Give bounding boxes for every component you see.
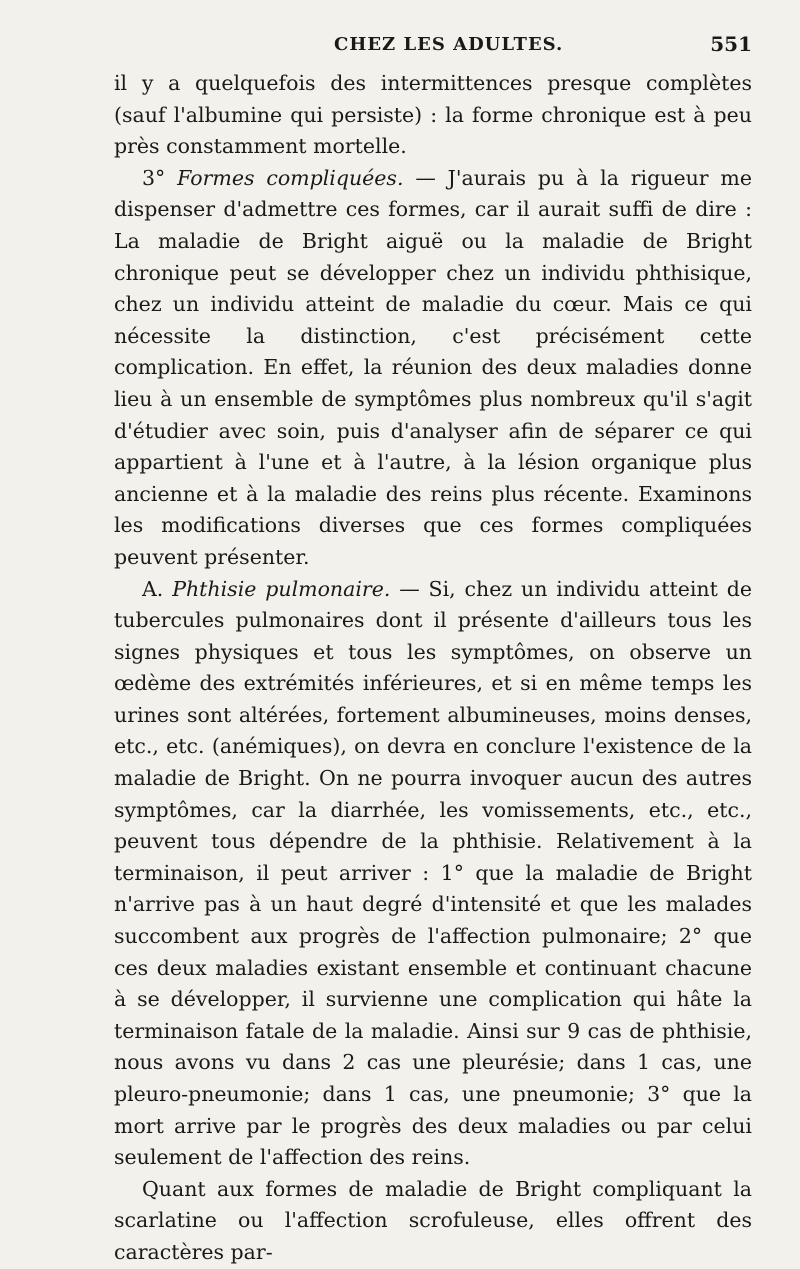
paragraph-4 (114, 1174, 752, 1269)
paragraph-4-text: Quant aux formes de maladie de Bright compliquant la scarlatine ou l'affection scrofuleuse, elles offrent des caractères par- (114, 1176, 752, 1264)
section-heading: Formes compliquées. (177, 165, 404, 190)
paragraph-phthisie (114, 574, 752, 1174)
running-header (114, 32, 752, 60)
paragraph-1 (114, 68, 752, 163)
paragraph-formes-compliquees (114, 163, 752, 574)
body-text (114, 68, 752, 1269)
paragraph-1-text: il y a quelquefois des intermittences presque complètes (sauf l'albumine qui persiste) : la forme chronique est à peu près constamment mortelle. (114, 71, 752, 159)
section-number: A. (142, 576, 164, 601)
paragraph-2-text: — J'aurais pu à la rigueur me dispenser d'admettre ces formes, car il aurait suffi de dire : La maladie de Bright aiguë ou la maladie de Bright chronique peut se développer chez un individu phthisique, chez un individu atteint de maladie du cœur. Mais ce qui nécessite la distinction, c'est précisément cette complication. En effet, la réunion des deux maladies donne lieu à un ensemble de symptômes plus nombreux qu'il s'agit d'étudier avec soin, puis d'analyser afin de séparer ce qui appartient à l'une et à l'autre, à la lésion organique plus ancienne et à la maladie des reins plus récente. Examinons les modifications diverses que ces formes compliquées peuvent présenter. (114, 165, 752, 569)
page-number: 551 (710, 32, 752, 56)
section-number: 3° (142, 165, 166, 190)
section-heading: Phthisie pulmonaire. (172, 576, 391, 601)
running-title: CHEZ LES ADULTES. (334, 34, 564, 55)
paragraph-3-text: — Si, chez un individu atteint de tubercules pulmonaires dont il présente d'ailleurs tous les signes physiques et tous les symptômes, on observe un œdème des extrémités inférieures, et si en même temps les urines sont altérées, fortement albumineuses, moins denses, etc., etc. (anémiques), on devra en conclure l'existence de la maladie de Bright. On ne pourra invoquer aucun des autres symptômes, car la diarrhée, les vomissements, etc., etc., peuvent tous dépendre de la phthisie. Relativement à la terminaison, il peut arriver : 1° que la maladie de Bright n'arrive pas à un haut degré d'intensité et que les malades succombent aux progrès de l'affection pulmonaire; 2° que ces deux maladies existant ensemble et continuant chacune à se développer, il survienne une complication qui hâte la terminaison fatale de la maladie. Ainsi sur 9 cas de phthisie, nous avons vu dans 2 cas une pleurésie; dans 1 cas, une pleuro-pneumonie; dans 1 cas, une pneumonie; 3° que la mort arrive par le progrès des deux maladies ou par celui seulement de l'affection des reins. (114, 576, 752, 1170)
